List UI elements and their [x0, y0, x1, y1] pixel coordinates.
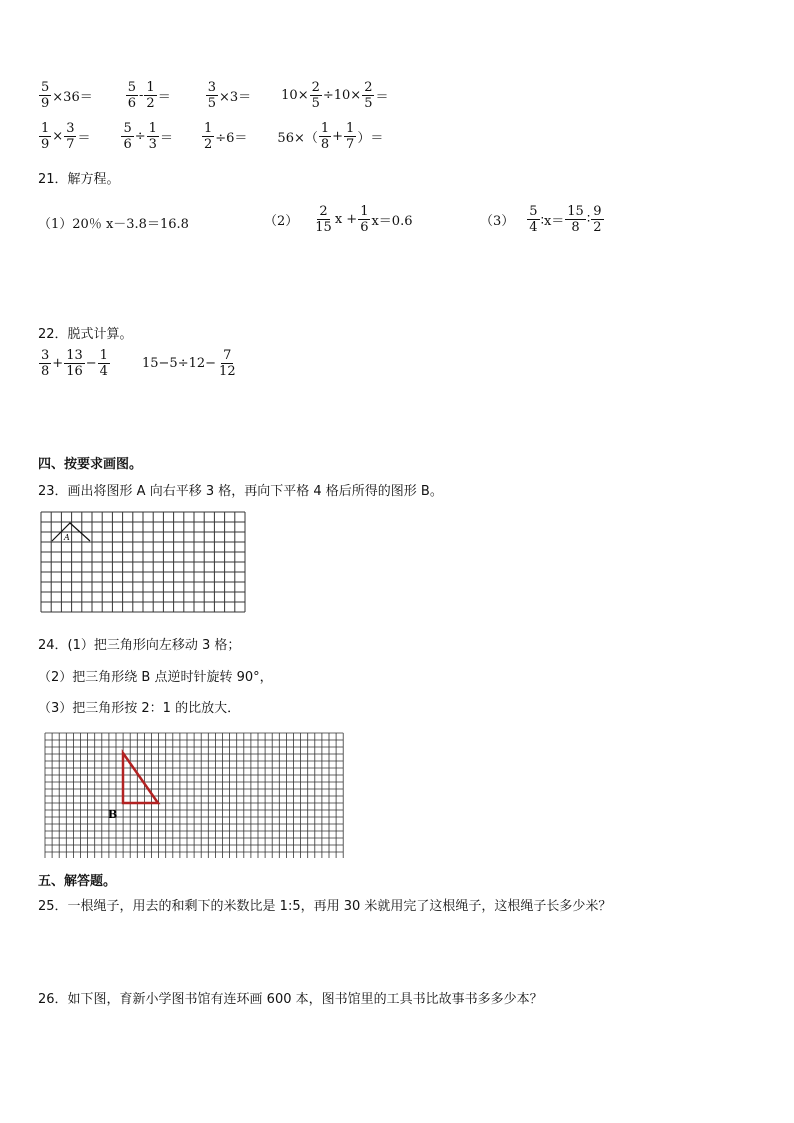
expr-tail: ＝ [375, 90, 389, 105]
q22-expression-2 [142, 348, 239, 379]
fraction: $\frac{9}{2}$ [593, 204, 602, 235]
fraction: $\frac{2}{5}$ [364, 80, 373, 111]
fraction: $\frac{3}{5}$ [207, 80, 216, 111]
eq-number: （3） [480, 214, 515, 229]
q21-equation-1: （1）20％ x－3.8＝16.8 [38, 217, 189, 232]
fraction: $\frac{5}{4}$ [529, 204, 538, 235]
fraction: $\frac{5}{6}$ [123, 121, 132, 152]
expr-prefix: 15−5÷12− [142, 356, 217, 371]
grid-lines [41, 512, 245, 612]
operator: ∶ [586, 212, 591, 227]
expr-tail: ）＝ [357, 131, 384, 146]
operator: + [52, 356, 64, 371]
fraction: $\frac{2}{15}$ [315, 204, 332, 235]
q22-expression-1 [38, 348, 111, 379]
fraction: $\frac{5}{6}$ [127, 80, 136, 111]
fraction: $\frac{1}{3}$ [148, 121, 157, 152]
q26-text: 26．如下图，育新小学图书馆有连环画 600 本，图书馆里的工具书比故事书多多少本？ [38, 992, 543, 1007]
expr-tail: ＝ [159, 131, 173, 146]
operator: − [85, 356, 97, 371]
expr-prefix: 10× [281, 88, 309, 103]
q21-equation-2 [264, 204, 412, 235]
shape-a-label: A [64, 533, 70, 542]
fraction: $\frac{1}{2}$ [203, 121, 213, 152]
expr-tail: ×36＝ [52, 90, 93, 105]
fraction: $\frac{1}{2}$ [146, 80, 155, 111]
q22-title: 22．脱式计算。 [38, 327, 133, 342]
fraction: $\frac{1}{4}$ [99, 348, 108, 379]
q21-equation-3 [480, 204, 605, 235]
fraction: $\frac{1}{6}$ [360, 204, 369, 235]
q23-grid [40, 511, 246, 615]
q21-title: 21．解方程。 [38, 172, 120, 187]
fraction: $\frac{15}{8}$ [567, 204, 584, 235]
oral-calc-row-2 [38, 121, 383, 152]
operator: x + [334, 212, 358, 227]
expr-tail: ×3＝ [218, 90, 252, 105]
operator: - [139, 88, 144, 103]
fraction: $\frac{1}{8}$ [320, 121, 330, 152]
fraction: $\frac{3}{8}$ [41, 348, 50, 379]
point-b-label: B [108, 808, 118, 821]
oral-calc-row-1 [38, 80, 389, 111]
fraction: $\frac{5}{9}$ [41, 80, 50, 111]
operator: ÷10× [322, 88, 362, 103]
section-4-heading: 四、按要求画图。 [38, 457, 143, 472]
fraction: $\frac{1}{9}$ [41, 121, 50, 152]
fraction: $\frac{13}{16}$ [66, 348, 83, 379]
expr-tail: ＝ [77, 131, 91, 146]
expr-tail: ÷6＝ [215, 131, 248, 146]
fraction: $\frac{3}{7}$ [66, 121, 75, 152]
q24-grid [44, 732, 344, 858]
section-5-heading: 五、解答题。 [38, 874, 117, 889]
eq-number: （2） [264, 214, 299, 229]
expr-tail: x＝0.6 [371, 214, 413, 229]
grid-lines [45, 733, 343, 858]
expr-tail: ＝ [157, 90, 171, 105]
operator: × [52, 129, 64, 144]
fraction: $\frac{2}{5}$ [311, 80, 320, 111]
fraction: $\frac{7}{12}$ [219, 348, 236, 379]
q24-line-1: 24．(1）把三角形向左移动 3 格； [38, 638, 241, 653]
q23-text: 23．画出将图形 A 向右平移 3 格，再向下平格 4 格后所得的图形 B。 [38, 484, 443, 499]
q25-text: 25．一根绳子，用去的和剩下的米数比是 1:5，再用 30 米就用完了这根绳子，这根绳子长多少米？ [38, 899, 612, 914]
operator: ÷ [134, 129, 146, 144]
operator: ∶x＝ [540, 214, 565, 229]
triangle [123, 753, 158, 803]
fraction: $\frac{1}{7}$ [346, 121, 355, 152]
q24-line-3: （3）把三角形按 2：1 的比放大． [38, 701, 241, 716]
operator: + [332, 129, 344, 144]
expr-prefix: 56×（ [277, 131, 318, 146]
q24-line-2: （2）把三角形绕 B 点逆时针旋转 90°， [38, 670, 273, 685]
